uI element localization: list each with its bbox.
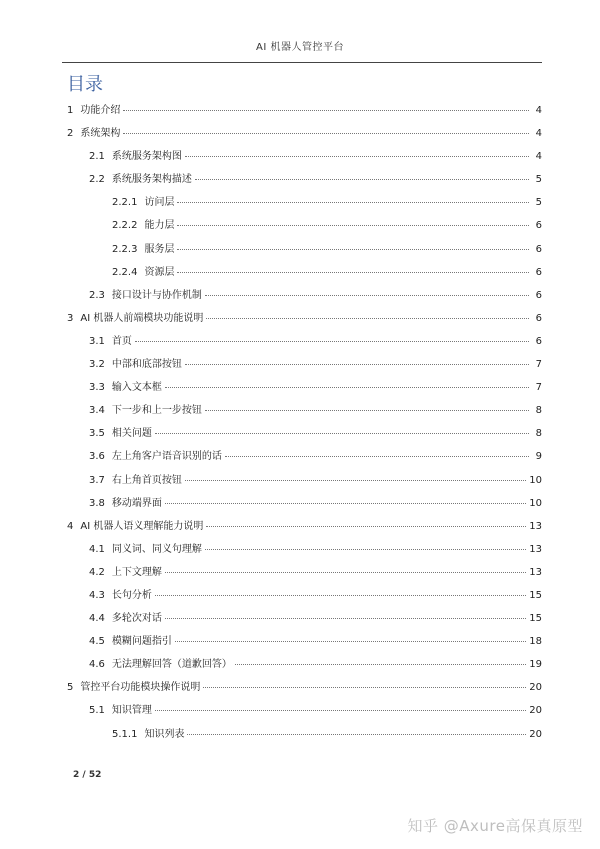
toc-entry-number: 4 <box>67 520 74 532</box>
toc-leader-dots <box>205 295 529 296</box>
toc-entry-title: 长句分析 <box>111 589 152 601</box>
toc-entry[interactable] <box>67 494 542 517</box>
toc-leader-dots <box>123 110 529 111</box>
toc-entry-title: 资源层 <box>144 266 175 278</box>
toc-entry-page: 18 <box>529 636 542 648</box>
toc-entry-number: 3.1 <box>89 335 105 347</box>
toc-leader-dots <box>187 734 526 735</box>
toc-entry-number: 3.6 <box>89 451 105 463</box>
toc-leader-dots <box>235 664 526 665</box>
toc-entry-page: 6 <box>535 220 542 232</box>
toc-entry-page: 20 <box>529 728 542 740</box>
toc-entry-number: 4.4 <box>89 613 105 625</box>
toc-entry[interactable] <box>67 725 542 748</box>
toc-leader-dots <box>203 687 526 688</box>
toc-entry[interactable] <box>67 540 542 563</box>
toc-leader-dots <box>185 480 526 481</box>
toc-entry-page: 6 <box>535 312 542 324</box>
toc-entry-title: 服务层 <box>144 243 175 255</box>
toc-entry-page: 13 <box>529 520 542 532</box>
toc-entry[interactable] <box>67 240 542 263</box>
toc-entry-title: 功能介绍 <box>80 105 121 116</box>
toc-entry-title: 知识列表 <box>144 728 185 740</box>
toc-entry[interactable] <box>67 655 542 678</box>
toc-entry-title: 无法理解回答（道歉回答） <box>111 659 232 671</box>
toc-entry[interactable] <box>67 170 542 193</box>
toc-entry-title: 模糊问题指引 <box>111 636 172 648</box>
watermark: 知乎 @Axure高保真原型 <box>407 817 583 835</box>
toc-entry-page: 6 <box>535 266 542 278</box>
toc-entry-page: 7 <box>535 359 542 371</box>
toc-entry-number: 5.1.1 <box>112 728 138 740</box>
toc-entry-number: 2.2 <box>89 174 105 186</box>
toc-entry-page: 4 <box>535 128 542 140</box>
toc-leader-dots <box>177 272 529 273</box>
toc-entry[interactable] <box>67 471 542 494</box>
toc-leader-dots <box>177 202 529 203</box>
toc-entry-number: 4.5 <box>89 636 105 648</box>
toc-entry-number: 3.8 <box>89 497 105 509</box>
toc-leader-dots <box>185 364 529 365</box>
toc-entry[interactable] <box>67 401 542 424</box>
toc-entry[interactable] <box>67 263 542 286</box>
toc-leader-dots <box>177 249 529 250</box>
toc-entry[interactable] <box>67 701 542 724</box>
toc-entry-number: 2.2.1 <box>112 197 138 209</box>
toc-entry-title: 多轮次对话 <box>111 613 162 625</box>
toc-entry[interactable] <box>67 563 542 586</box>
toc-entry-title: 中部和底部按钮 <box>111 359 182 371</box>
toc-leader-dots <box>177 225 529 226</box>
toc-entry-title: 接口设计与协作机制 <box>111 289 202 301</box>
toc-entry-title: 系统服务架构图 <box>111 151 182 163</box>
toc-entry-number: 3.7 <box>89 474 105 486</box>
toc-entry-page: 5 <box>535 174 542 186</box>
toc-leader-dots <box>165 572 526 573</box>
toc-entry[interactable] <box>67 424 542 447</box>
page-header: AI 机器人管控平台 <box>256 42 344 53</box>
toc-leader-dots <box>205 410 529 411</box>
toc-entry[interactable] <box>67 193 542 216</box>
toc-entry-title: AI 机器人前端模块功能说明 <box>80 312 204 324</box>
toc-entry[interactable] <box>67 286 542 309</box>
toc-entry[interactable] <box>67 332 542 355</box>
toc-entry-title: 下一步和上一步按钮 <box>111 405 202 417</box>
toc-entry-title: 管控平台功能模块操作说明 <box>80 682 201 694</box>
toc-entry-page: 8 <box>535 428 542 440</box>
toc-entry-title: 输入文本框 <box>111 382 162 394</box>
toc-entry-page: 15 <box>529 589 542 601</box>
toc-entry-page: 15 <box>529 613 542 625</box>
toc-leader-dots <box>123 133 529 134</box>
toc-entry-number: 5 <box>67 682 74 694</box>
toc-entry-page: 10 <box>529 497 542 509</box>
page-indicator: 2 / 52 <box>73 770 102 780</box>
toc-entry-number: 4.1 <box>89 543 105 555</box>
toc-entry-page: 6 <box>535 289 542 301</box>
toc-entry-page: 20 <box>529 682 542 694</box>
toc-entry-page: 8 <box>535 405 542 417</box>
toc-entry-title: 左上角客户语音识别的话 <box>111 451 222 463</box>
toc-leader-dots <box>185 156 529 157</box>
toc-leader-dots <box>206 318 529 319</box>
toc-entry[interactable] <box>67 447 542 470</box>
toc-entry[interactable] <box>67 124 542 147</box>
toc-leader-dots <box>165 387 529 388</box>
toc-entry-number: 3.3 <box>89 382 105 394</box>
toc-entry-page: 20 <box>529 705 542 717</box>
toc-entry[interactable] <box>67 586 542 609</box>
toc-entry-title: 上下文理解 <box>111 566 162 578</box>
toc-entry-number: 2.2.2 <box>112 220 138 232</box>
toc-entry-title: 相关问题 <box>111 428 152 440</box>
toc-entry-number: 2.1 <box>89 151 105 163</box>
toc-leader-dots <box>155 433 529 434</box>
toc-entry-number: 3 <box>67 312 74 324</box>
toc-entry-number: 2.2.4 <box>112 266 138 278</box>
toc-entry-page: 13 <box>529 543 542 555</box>
toc-entry-number: 3.5 <box>89 428 105 440</box>
toc-entry-number: 4.6 <box>89 659 105 671</box>
toc-entry-number: 1 <box>67 105 74 116</box>
toc-entry[interactable] <box>67 609 542 632</box>
toc-entry-page: 4 <box>535 151 542 163</box>
toc-entry-number: 2.2.3 <box>112 243 138 255</box>
toc-entry[interactable] <box>67 101 542 124</box>
toc-leader-dots <box>165 618 526 619</box>
toc-leader-dots <box>195 179 529 180</box>
toc-entry-number: 2.3 <box>89 289 105 301</box>
toc-leader-dots <box>175 641 526 642</box>
toc-entry-number: 4.3 <box>89 589 105 601</box>
toc-entry-page: 6 <box>535 243 542 255</box>
toc-entry-title: 知识管理 <box>111 705 152 717</box>
toc-entry-page: 7 <box>535 382 542 394</box>
toc-entry-page: 19 <box>529 659 542 671</box>
toc-entry[interactable] <box>67 216 542 239</box>
toc-entry-number: 2 <box>67 128 74 140</box>
toc-entry[interactable] <box>67 355 542 378</box>
table-of-contents <box>67 101 542 748</box>
toc-entry[interactable] <box>67 378 542 401</box>
toc-entry-number: 4.2 <box>89 566 105 578</box>
toc-leader-dots <box>225 456 529 457</box>
toc-entry-number: 3.4 <box>89 405 105 417</box>
toc-entry-title: AI 机器人语义理解能力说明 <box>80 520 204 532</box>
toc-entry[interactable] <box>67 309 542 332</box>
toc-entry-number: 5.1 <box>89 705 105 717</box>
toc-entry-title: 首页 <box>111 335 132 347</box>
toc-leader-dots <box>205 549 526 550</box>
toc-entry-title: 同义词、同义句理解 <box>111 543 202 555</box>
toc-leader-dots <box>155 595 526 596</box>
toc-entry-page: 9 <box>535 451 542 463</box>
toc-leader-dots <box>165 503 526 504</box>
toc-entry-title: 移动端界面 <box>111 497 162 509</box>
toc-entry-page: 6 <box>535 335 542 347</box>
toc-entry-page: 10 <box>529 474 542 486</box>
toc-leader-dots <box>155 710 526 711</box>
toc-entry[interactable] <box>67 517 542 540</box>
toc-entry-page: 5 <box>535 197 542 209</box>
toc-entry-page: 4 <box>535 105 542 116</box>
toc-entry-title: 右上角首页按钮 <box>111 474 182 486</box>
toc-entry-number: 3.2 <box>89 359 105 371</box>
toc-entry-title: 系统服务架构描述 <box>111 174 192 186</box>
toc-entry[interactable] <box>67 632 542 655</box>
toc-entry[interactable] <box>67 147 542 170</box>
header-divider <box>62 62 542 63</box>
toc-entry-title: 访问层 <box>144 197 175 209</box>
toc-entry-title: 系统架构 <box>80 128 121 140</box>
toc-leader-dots <box>135 341 529 342</box>
toc-entry-page: 13 <box>529 566 542 578</box>
toc-entry[interactable] <box>67 678 542 701</box>
toc-entry-title: 能力层 <box>144 220 175 232</box>
toc-leader-dots <box>206 526 526 527</box>
toc-title: 目录 <box>67 74 103 95</box>
